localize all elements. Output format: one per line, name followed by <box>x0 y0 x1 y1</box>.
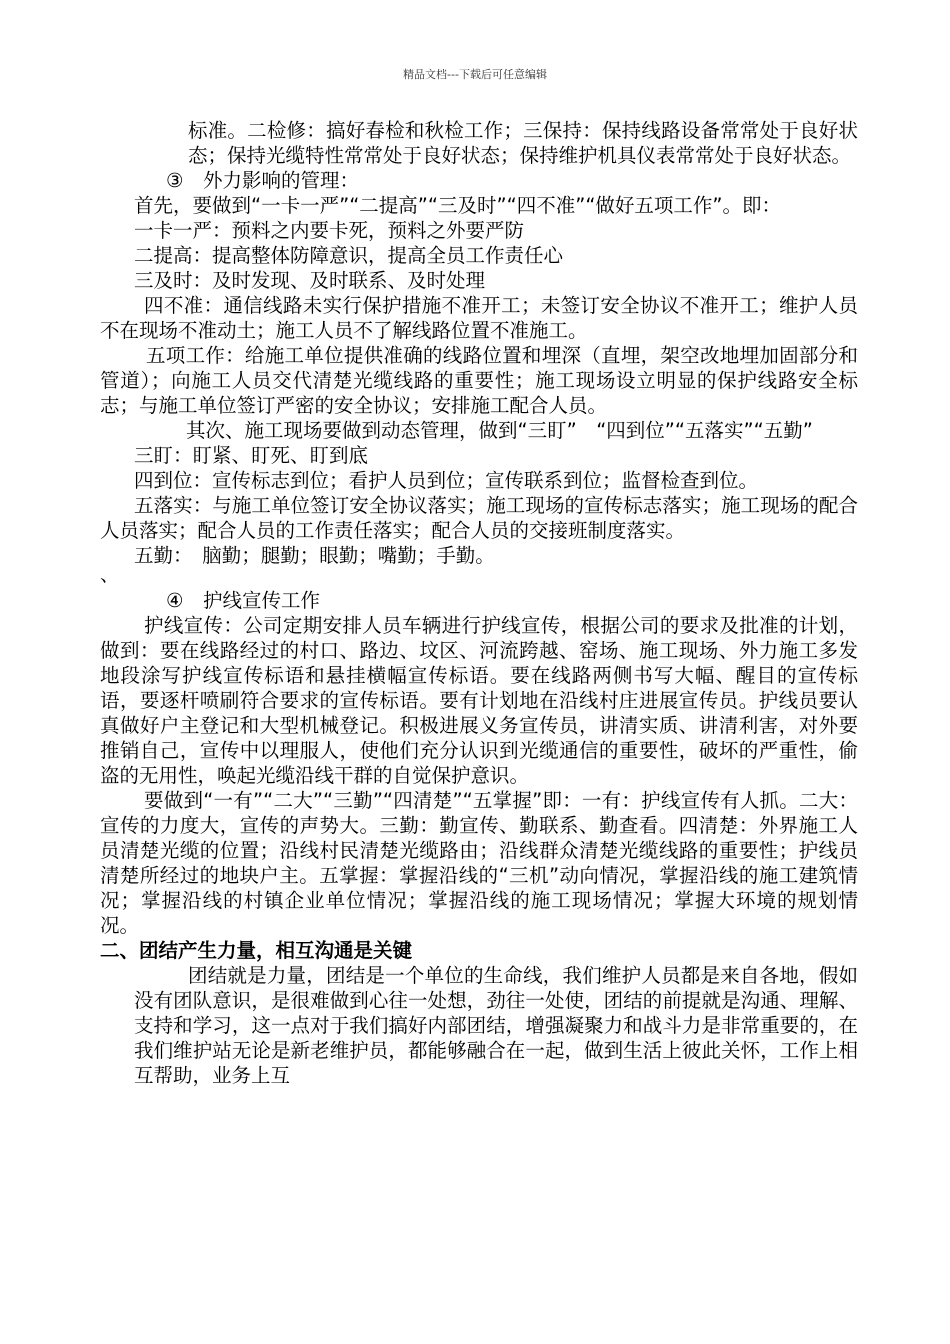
section-heading-unity: 二、团结产生力量，相互沟通是关键 <box>100 939 413 962</box>
paragraph-second: 其次、施工现场要做到动态管理，做到“三盯” “四到位”“五落实”“五勤” <box>186 419 813 442</box>
document-body <box>100 118 858 1088</box>
paragraph-unity: 团结就是力量，团结是一个单位的生命线，我们维护人员都是来自各地，假如没有团队意识，是很难做到心往一处想，劲往一处使，团结的前提就是沟通、理解、支持和学习，这一点对于我们搞好内部团结，增强凝聚力和战斗力是非常重要的，在我们维护站无论是新老维护员，都能够融合在一起，做到生活上彼此关怀，工作上相互帮助，业务上互 <box>134 964 858 1087</box>
heading-line-promotion: ④ 护线宣传工作 <box>166 589 320 612</box>
list-item-four-not-allowed: 四不准：通信线路未实行保护措施不准开工；未签订安全协议不准开工；维护人员不在现场不准动土；施工人员不了解线路位置不准施工。 <box>100 294 858 342</box>
paragraph-line-promotion: 护线宣传：公司定期安排人员车辆进行护线宣传，根据公司的要求及批准的计划，做到：要在线路经过的村口、路边、坟区、河流跨越、窑场、施工现场、外力施工多发地段涂写护线宣传标语和悬挂横幅宣传标语。要在线路两侧书写大幅、醒目的宣传标语，要逐杆喷刷符合要求的宣传标语。要有计划地在沿线村庄进展宣传员。护线员要认真做好户主登记和大型机械登记。积极进展义务宣传员，讲清实质、讲清利害，对外要推销自己，宣传中以理服人，使他们充分认识到光缆通信的重要性，破坏的严重性，偷盗的无用性，唤起光缆沿线干群的自觉保护意识。 <box>100 614 858 787</box>
header-watermark: 精品文档---下载后可任意编辑 <box>403 68 547 81</box>
list-item-four-in-place: 四到位：宣传标志到位；看护人员到位；宣传联系到位；监督检查到位。 <box>134 469 759 492</box>
heading-external-force: ③ 外力影响的管理： <box>166 169 359 192</box>
paragraph-requirements: 要做到“一有”“二大”“三勤”“四清楚”“五掌握”即：一有：护线宣传有人抓。二大：宣传的力度大，宣传的声势大。三勤：勤宣传、勤联系、勤查看。四清楚：外界施工人员清楚光缆的位置；沿线村民清楚光缆路由；沿线群众清楚光缆线路的重要性；护线员清楚所经过的地块户主。五掌握：掌握沿线的“三机”动向情况，掌握沿线的施工建筑情况；掌握沿线的村镇企业单位情况；掌握沿线的施工现场情况；掌握大环境的规划情况。 <box>100 789 858 937</box>
list-item-three-watch: 三盯：盯紧、盯死、盯到底 <box>134 444 369 467</box>
list-item-five-diligence: 五勤： 脑勤；腿勤；眼勤；嘴勤；手勤。 <box>134 544 495 567</box>
list-item-two-improve: 二提高：提高整体防障意识，提高全员工作责任心 <box>134 244 564 267</box>
list-item-five-implement: 五落实：与施工单位签订安全协议落实；施工现场的宣传标志落实；施工现场的配合人员落实；配合人员的工作责任落实；配合人员的交接班制度落实。 <box>100 494 858 542</box>
paragraph-first: 首先，要做到“一卡一严”“二提高”“三及时”“四不准”“做好五项工作”。即： <box>134 194 782 217</box>
list-item-one-card: 一卡一严：预料之内要卡死，预料之外要严防 <box>134 219 525 242</box>
list-item-three-timely: 三及时：及时发现、及时联系、及时处理 <box>134 269 486 292</box>
stray-mark: 、 <box>100 564 120 586</box>
list-item-five-tasks: 五项工作：给施工单位提供准确的线路位置和埋深（直埋，架空改地埋加固部分和管道）；向施工人员交代清楚光缆线路的重要性；施工现场设立明显的保护线路安全标志；与施工单位签订严密的安全协议；安排施工配合人员。 <box>100 344 858 417</box>
paragraph-standards: 标准。二检修：搞好春检和秋检工作；三保持：保持线路设备常常处于良好状态；保持光缆特性常常处于良好状态；保持维护机具仪表常常处于良好状态。 <box>188 119 858 167</box>
